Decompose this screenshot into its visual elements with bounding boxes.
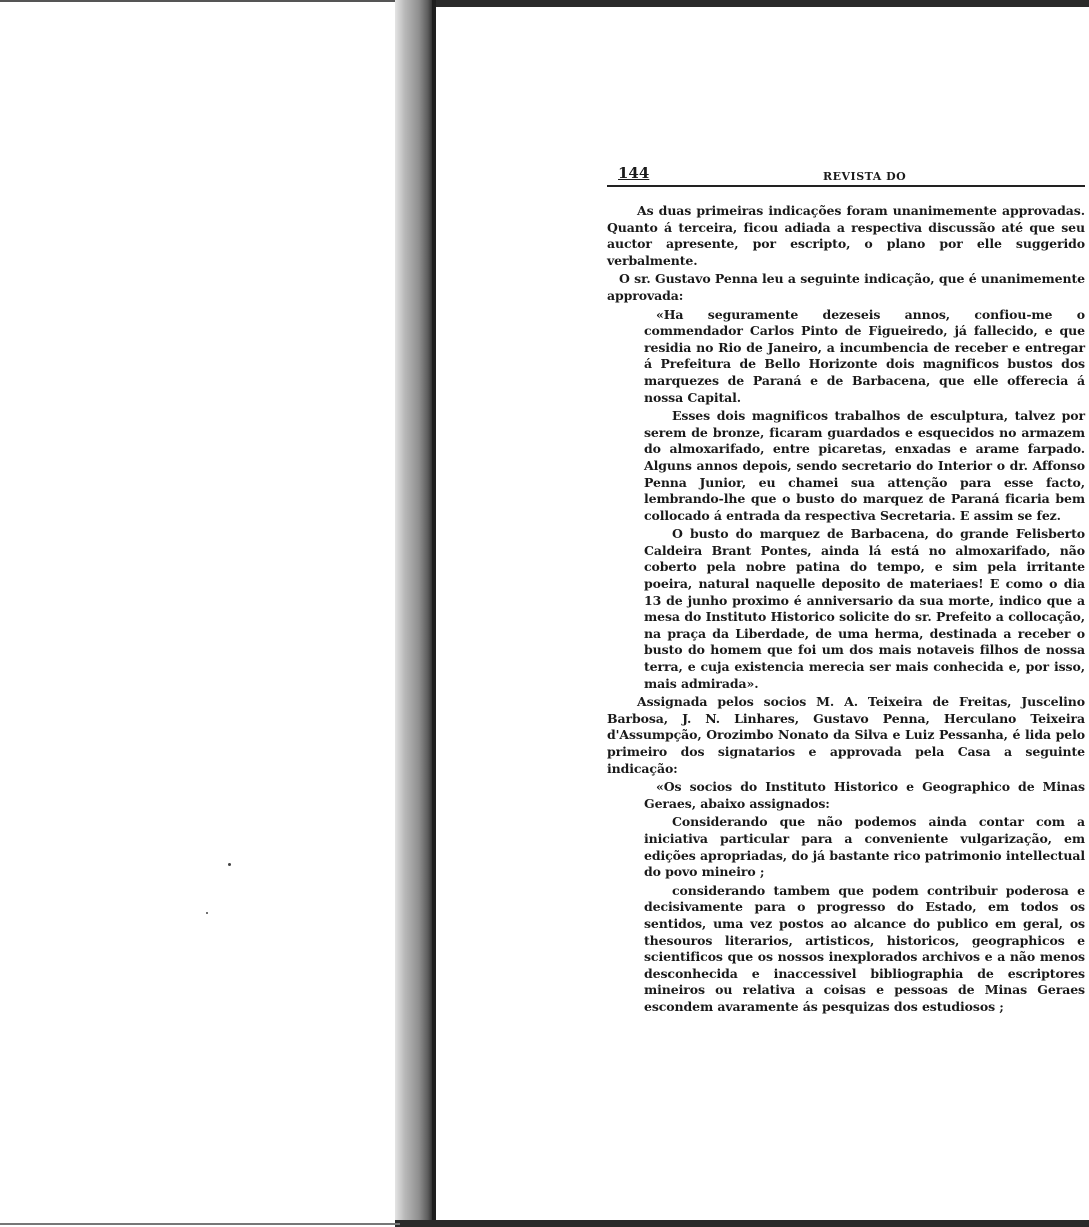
header-rule — [607, 185, 1085, 187]
page-body — [607, 203, 1085, 1018]
page-header — [607, 158, 1085, 184]
quote-paragraph: O busto do marquez de Barbacena, do grande Felisberto Caldeira Brant Pontes, ainda lá está no almoxarifado, não coberto pela nobre patina do tempo, e sim pela irritante poeira, natural naquelle deposito de materiaes! E como o dia 13 de junho proximo é anniversario da sua morte, indico que a mesa do Instituto Historico solicite do sr. Prefeito a collocação, na praça da Liberdade, de uma herma, destinada a receber o busto do homem que foi um dos mais notaveis filhos de nossa terra, e cuja existencia merecia ser mais conhecida e, por isso, mais admirada». — [644, 526, 1085, 691]
scan-top-edge-left — [0, 0, 424, 2]
paragraph: O sr. Gustavo Penna leu a seguinte indicação, que é unanimemente approvada: — [607, 271, 1085, 303]
book-spine-shadow — [395, 0, 435, 1227]
running-head: REVISTA DO — [823, 170, 907, 183]
page-number: 144 — [618, 164, 650, 182]
paragraph: As duas primeiras indicações foram unanimemente approvadas. Quanto á terceira, ficou adiada a respectiva discussão até que seu auctor apresente, por escripto, o plano por elle suggerido verbalmente. — [607, 203, 1085, 268]
scan-speck — [228, 863, 231, 866]
scan-bottom-edge-left — [0, 1223, 400, 1225]
book-spine-edge — [432, 0, 436, 1227]
quote-paragraph: Considerando que não podemos ainda contar com a iniciativa particular para a conveniente vulgarização, em edições apropriadas, do já bastante rico patrimonio intellectual do povo mineiro ; — [644, 814, 1085, 880]
quote-paragraph: «Ha seguramente dezeseis annos, confiou-me o commendador Carlos Pinto de Figueiredo, já fallecido, e que residia no Rio de Janeiro, a incumbencia de receber e entregar á Prefeitura de Bello Horizonte dois magnificos bustos dos marquezes de Paraná e de Barbacena, que elle offerecia á nossa Capital. — [644, 306, 1085, 405]
quote-paragraph: «Os socios do Instituto Historico e Geographico de Minas Geraes, abaixo assignados: — [644, 779, 1085, 811]
paragraph: Assignada pelos socios M. A. Teixeira de Freitas, Juscelino Barbosa, J. N. Linhares, Gustavo Penna, Herculano Teixeira d'Assumpção, Orozimbo Nonato da Silva e Luiz Pessanha, é lida pelo primeiro dos signatarios e approvada pela Casa a seguinte indicação: — [607, 694, 1085, 776]
quote-paragraph: considerando tambem que podem contribuir poderosa e decisivamente para o progresso do Estado, em todos os sentidos, uma vez postos ao alcance do publico em geral, os thesouros literarios, artisticos, historicos, geographicos e scientificos que os nossos inexplorados archivos e a não menos desconhecida e inaccessivel bibliographia de escriptores mineiros ou relativa a coisas e pessoas de Minas Geraes escondem avaramente ás pesquizas dos estudiosos ; — [644, 882, 1085, 1014]
quote-paragraph: Esses dois magnificos trabalhos de esculptura, talvez por serem de bronze, ficaram guardados e esquecidos no armazem do almoxarifado, entre picaretas, enxadas e arame farpado. Alguns annos depois, sendo secretario do Interior o dr. Affonso Penna Junior, eu chamei sua attenção para esse facto, lembrando-lhe que o busto do marquez de Paraná ficaria bem collocado á entrada da respectiva Secretaria. E assim se fez. — [644, 408, 1085, 523]
book-page — [607, 158, 1085, 1014]
scan-top-edge — [424, 0, 1089, 7]
scan-speck — [206, 912, 208, 914]
quoted-indication-1 — [644, 307, 1085, 693]
scan-bottom-edge — [395, 1220, 1089, 1227]
quoted-indication-2 — [644, 779, 1085, 1015]
